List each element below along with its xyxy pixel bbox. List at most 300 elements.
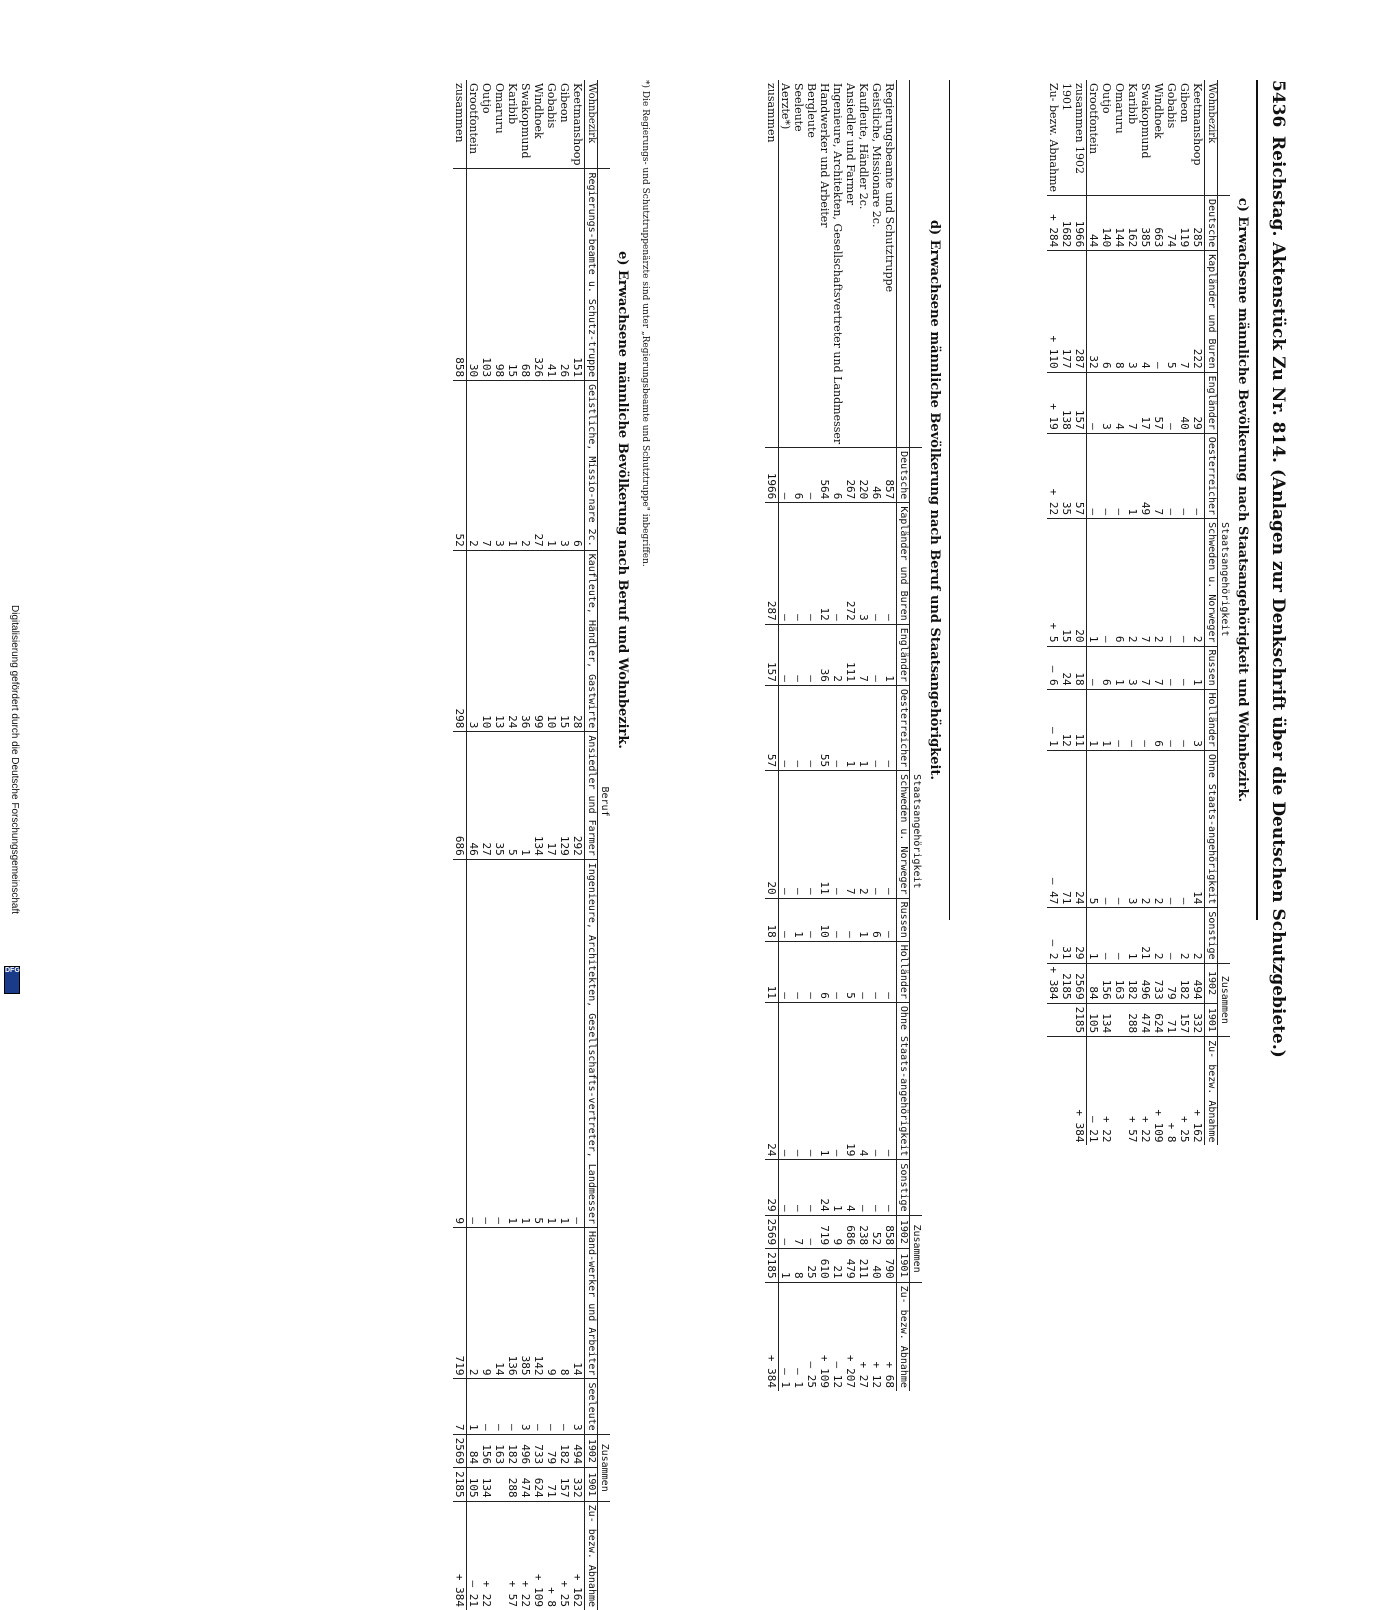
table-cell: 4	[1139, 251, 1152, 372]
table-cell: 27	[532, 381, 545, 551]
table-cell: 14	[1191, 750, 1205, 908]
table-cell: 129	[558, 732, 571, 859]
table-cell: 5	[532, 859, 545, 1227]
table-cell: 4	[857, 1002, 870, 1160]
table-cell: —	[779, 941, 793, 1002]
total-header: Zusammen	[1218, 963, 1231, 1037]
table-cell: 1	[1087, 689, 1101, 750]
table-cell: —	[493, 1379, 506, 1434]
table-cell: 1	[506, 381, 519, 551]
table-row	[779, 80, 793, 1391]
table-cell: —	[883, 503, 897, 624]
table-cell: 111	[844, 624, 857, 685]
column-header: Geistliche, Missio-nare 2c.	[585, 381, 598, 551]
table-cell: 1	[1191, 646, 1205, 689]
summary-cell: 157	[765, 624, 779, 685]
summary-cell: 1966	[1073, 196, 1087, 251]
table-cell: —	[1165, 519, 1178, 646]
table-cell: 68	[519, 169, 532, 381]
table-cell: —	[831, 941, 844, 1002]
group-header: Beruf	[598, 169, 611, 1434]
group-header: Staatsangehörigkeit	[1218, 196, 1231, 963]
table-cell: 7	[844, 771, 857, 898]
table-cell: 1	[1087, 908, 1101, 963]
table-cell: 3	[467, 550, 481, 732]
table-row	[1191, 80, 1205, 1145]
table-cell: —	[831, 685, 844, 770]
table-cell: 564	[818, 448, 831, 503]
table-cell: —	[1139, 689, 1152, 750]
table-cell: —	[779, 1002, 793, 1160]
column-header: Ingenieure, Architekten, Gesellschafts-vertreter, Landmesser	[585, 859, 598, 1227]
summary-cell: 686	[453, 732, 467, 859]
summary-cell	[1060, 1003, 1073, 1037]
table-cell: 11	[818, 771, 831, 898]
table-c	[1047, 80, 1230, 1145]
summary-cell: 9	[453, 859, 467, 1227]
table-cell: + 22	[519, 1501, 532, 1610]
table-cell: —	[558, 1379, 571, 1434]
table-cell: 2	[1152, 519, 1165, 646]
table-cell: 6	[870, 898, 883, 941]
table-cell: —	[1165, 689, 1178, 750]
table-cell: 1	[545, 859, 558, 1227]
table-cell: + 207	[844, 1282, 857, 1391]
header-cell	[1218, 80, 1231, 196]
table-cell: —	[1100, 519, 1113, 646]
table-cell: —	[792, 685, 805, 770]
table-cell: —	[883, 771, 897, 898]
group-header-row	[910, 80, 923, 1391]
table-cell: 8	[792, 1249, 805, 1283]
table-cell: Aerzte*)	[779, 83, 792, 130]
table-cell: 2	[831, 624, 844, 685]
table-cell: + 68	[883, 1282, 897, 1391]
dfg-logo: DFG	[4, 966, 20, 994]
table-cell: —	[467, 859, 481, 1227]
table-cell: 1	[857, 685, 870, 770]
table-row	[558, 80, 571, 1610]
table-cell: —	[1100, 750, 1113, 908]
table-cell: Handwerker und Arbeiter	[818, 83, 831, 228]
summary-cell: 35	[1060, 433, 1073, 518]
column-header: Holländer	[897, 941, 910, 1002]
table-cell: 32	[1087, 251, 1101, 372]
table-cell: —	[792, 771, 805, 898]
table-cell: 2	[1126, 519, 1139, 646]
table-cell: + 109	[1152, 1037, 1165, 1146]
summary-cell: 7	[453, 1379, 467, 1434]
table-cell: —	[1178, 750, 1191, 908]
table-cell: —	[1087, 372, 1101, 433]
table-cell: 5	[1165, 251, 1178, 372]
table-cell: 857	[883, 448, 897, 503]
header-cell	[910, 80, 923, 448]
table-cell: —	[779, 898, 793, 941]
table-cell: 49	[1139, 433, 1152, 518]
table-cell: —	[1087, 646, 1101, 689]
table-cell: 6	[1100, 646, 1113, 689]
summary-cell: zusammen 1902	[1073, 80, 1087, 196]
table-cell: 163	[493, 1434, 506, 1468]
table-cell: 6	[1152, 689, 1165, 750]
table-cell: 4	[1113, 372, 1126, 433]
column-header: Ohne Staats-angehörigkeit	[897, 1002, 910, 1160]
table-cell: 105	[467, 1468, 481, 1502]
table-cell: —	[779, 1160, 793, 1215]
table-row	[1113, 80, 1126, 1145]
table-cell: 222	[1191, 251, 1205, 372]
table-cell: —	[1178, 519, 1191, 646]
table-cell: 182	[1126, 963, 1139, 1003]
summary-cell: — 6	[1047, 646, 1060, 689]
table-cell: —	[805, 448, 818, 503]
table-cell: 2	[1191, 519, 1205, 646]
column-header: Oesterreicher	[897, 685, 910, 770]
summary-cell: zusammen	[765, 80, 779, 448]
table-cell: 7	[1139, 646, 1152, 689]
table-cell: Gobabis	[1165, 83, 1178, 129]
table-cell: + 12	[870, 1282, 883, 1391]
table-cell: 5	[844, 941, 857, 1002]
table-cell: —	[792, 941, 805, 1002]
table-cell: 142	[532, 1227, 545, 1379]
summary-cell: + 384	[1073, 1037, 1087, 1146]
table-cell: 6	[1100, 251, 1113, 372]
table-cell: —	[1113, 433, 1126, 518]
table-cell: 2	[857, 771, 870, 898]
summary-cell: 2185	[453, 1468, 467, 1502]
summary-cell: 1901	[1060, 83, 1073, 111]
column-header: Holländer	[1205, 689, 1218, 750]
table-cell: 610	[818, 1249, 831, 1283]
table-cell: —	[805, 898, 818, 941]
table-cell: Karibib	[1126, 83, 1139, 125]
table-cell: 182	[1178, 963, 1191, 1003]
table-cell: + 162	[571, 1501, 585, 1610]
table-cell: 157	[1178, 1003, 1191, 1037]
column-header: Engländer	[1205, 372, 1218, 433]
table-cell: 1	[779, 1249, 793, 1283]
table-cell: —	[870, 503, 883, 624]
table-cell: 119	[1178, 196, 1191, 251]
table-cell: 2	[519, 381, 532, 551]
table-cell: —	[1165, 433, 1178, 518]
table-cell: 3	[1100, 372, 1113, 433]
table-cell: 35	[493, 732, 506, 859]
table-cell: 3	[857, 503, 870, 624]
summary-cell: 2569	[453, 1434, 467, 1468]
table-cell: Karibib	[506, 83, 519, 125]
table-cell: 288	[506, 1468, 519, 1502]
table-row	[480, 80, 493, 1610]
table-cell: —	[870, 1002, 883, 1160]
table-cell: —	[831, 898, 844, 941]
table-row	[870, 80, 883, 1391]
table-cell: —	[805, 1002, 818, 1160]
table-cell: 686	[844, 1215, 857, 1249]
table-cell	[493, 1501, 506, 1610]
table-cell: 7	[1152, 433, 1165, 518]
table-cell: 157	[558, 1468, 571, 1502]
table-cell: 10	[480, 550, 493, 732]
table-cell: 151	[571, 169, 585, 381]
table-cell: —	[779, 448, 793, 503]
table-cell: 2	[1178, 908, 1191, 963]
table-cell: 288	[1126, 1003, 1139, 1037]
table-cell: 8	[1113, 251, 1126, 372]
table-cell: 24	[506, 550, 519, 732]
column-header: 1901	[585, 1468, 598, 1502]
header-cell	[598, 80, 611, 169]
table-cell: 332	[1191, 1003, 1205, 1037]
table-row	[532, 80, 545, 1610]
summary-row	[1073, 80, 1087, 1145]
summary-cell: 138	[1060, 372, 1073, 433]
summary-cell: 29	[765, 1160, 779, 1215]
summary-cell: 31	[1060, 908, 1073, 963]
column-header: Engländer	[897, 624, 910, 685]
column-header: Kapländer und Buren	[1205, 251, 1218, 372]
summary-cell: 858	[453, 169, 467, 381]
column-header: Hand-werker und Arbeiter	[585, 1227, 598, 1379]
table-cell: —	[480, 859, 493, 1227]
table-cell: 46	[870, 448, 883, 503]
column-header: 1901	[897, 1249, 910, 1283]
table-cell: 12	[818, 503, 831, 624]
column-header-row	[585, 80, 598, 1610]
table-cell: 7	[1126, 372, 1139, 433]
summary-cell: 2185	[765, 1249, 779, 1283]
table-row	[857, 80, 870, 1391]
summary-cell	[1047, 1003, 1060, 1037]
table-cell: Omaruru	[1113, 83, 1126, 134]
summary-cell: 52	[453, 381, 467, 551]
table-cell: 55	[818, 685, 831, 770]
group-header: Staatsangehörigkeit	[910, 448, 923, 1215]
group-header-row	[1218, 80, 1231, 1145]
table-cell: —	[779, 1215, 793, 1249]
table-cell: — 12	[831, 1282, 844, 1391]
table-cell: —	[1178, 433, 1191, 518]
table-cell: 1	[506, 859, 519, 1227]
column-header: Sonstige	[897, 1160, 910, 1215]
summary-cell: 24	[1060, 646, 1073, 689]
table-cell: + 25	[1178, 1037, 1191, 1146]
table-cell: —	[805, 1215, 818, 1249]
table-cell: + 8	[545, 1501, 558, 1610]
summary-row	[1047, 80, 1060, 1145]
section-c-title: c) Erwachsene männliche Bevölkerung nach Staatsangehörigkeit und Wohnbezirk.	[1235, 197, 1250, 803]
table-cell: —	[1165, 646, 1178, 689]
table-cell: + 109	[532, 1501, 545, 1610]
table-cell: 134	[480, 1468, 493, 1502]
header-rule	[1256, 80, 1258, 920]
table-cell: Gibeon	[1178, 83, 1191, 123]
table-cell: Grootfontein	[1087, 83, 1100, 155]
summary-cell: + 384	[1047, 963, 1060, 1003]
table-cell: + 27	[857, 1282, 870, 1391]
table-cell: 1	[1100, 689, 1113, 750]
table-cell: —	[1165, 750, 1178, 908]
summary-cell: 18	[765, 898, 779, 941]
table-cell: 1	[519, 732, 532, 859]
summary-cell: + 5	[1047, 519, 1060, 646]
section-e-title: e) Erwachsene männliche Bevölkerung nach Beruf und Wohnbezirk.	[615, 251, 630, 749]
table-cell: —	[779, 624, 793, 685]
table-cell: + 109	[818, 1282, 831, 1391]
table-cell: 84	[1087, 963, 1101, 1003]
table-cell: — 1	[792, 1282, 805, 1391]
table-row	[519, 80, 532, 1610]
rotated-page-content	[110, 80, 1290, 1608]
table-cell: 211	[857, 1249, 870, 1283]
table-cell: —	[1191, 433, 1205, 518]
table-cell: —	[857, 941, 870, 1002]
header-cell	[1218, 1037, 1231, 1146]
table-cell: 3	[1126, 646, 1139, 689]
table-cell: 474	[519, 1468, 532, 1502]
running-title: Reichstag. Aktenstück Zu Nr. 814. (Anlagen zur Denkschrift über die Deutschen Schutzgebiete.)	[1268, 136, 1288, 1058]
summary-cell: 287	[765, 503, 779, 624]
table-cell: 474	[1139, 1003, 1152, 1037]
table-cell: 624	[1152, 1003, 1165, 1037]
table-cell: 272	[844, 503, 857, 624]
table-cell: 1	[844, 685, 857, 770]
table-cell: 84	[467, 1434, 481, 1468]
table-cell: —	[1113, 908, 1126, 963]
summary-cell: — 1	[1047, 689, 1060, 750]
table-row	[506, 80, 519, 1610]
table-cell: 285	[1191, 196, 1205, 251]
table-row	[1178, 80, 1191, 1145]
column-header: Schweden u. Norweger	[1205, 519, 1218, 646]
table-cell: 41	[545, 169, 558, 381]
table-cell: 2	[467, 381, 481, 551]
page-header	[1258, 80, 1290, 1058]
table-cell: —	[1113, 689, 1126, 750]
table-cell: —	[792, 1002, 805, 1160]
table-cell: —	[779, 771, 793, 898]
digitization-caption: Digitalisierung gefördert durch die Deutsche Forschungsgemeinschaft	[9, 605, 20, 915]
table-cell: 496	[1139, 963, 1152, 1003]
summary-cell	[1047, 1037, 1060, 1146]
table-cell: 663	[1152, 196, 1165, 251]
summary-cell: + 110	[1047, 251, 1060, 372]
table-cell: 3	[1126, 251, 1139, 372]
table-cell: 6	[792, 448, 805, 503]
table-cell: —	[844, 898, 857, 941]
summary-cell: Zu- bezw. Abnahme	[1047, 83, 1060, 193]
table-cell: + 25	[558, 1501, 571, 1610]
table-cell: 790	[883, 1249, 897, 1283]
section-d-title: d) Erwachsene männliche Bevölkerung nach Beruf und Staatsangehörigkeit.	[927, 219, 942, 781]
header-cell	[598, 1501, 611, 1610]
table-cell: —	[779, 685, 793, 770]
table-cell: 27	[480, 732, 493, 859]
table-row	[467, 80, 481, 1610]
summary-cell: — 47	[1047, 750, 1060, 908]
table-cell: —	[792, 624, 805, 685]
column-header: 1902	[585, 1434, 598, 1468]
summary-cell: + 284	[1047, 196, 1060, 251]
table-cell: 7	[792, 1215, 805, 1249]
column-header: Oesterreicher	[1205, 433, 1218, 518]
summary-cell: 24	[765, 1002, 779, 1160]
table-cell: —	[857, 1160, 870, 1215]
table-cell: 21	[831, 1249, 844, 1283]
summary-row	[453, 80, 467, 1610]
summary-cell: 18	[1073, 646, 1087, 689]
table-cell: 10	[545, 550, 558, 732]
table-cell: 7	[857, 624, 870, 685]
table-cell: 28	[571, 550, 585, 732]
table-cell: —	[883, 685, 897, 770]
table-cell: Grootfontein	[467, 83, 480, 155]
table-cell: — 21	[467, 1501, 481, 1610]
table-cell: 163	[1113, 963, 1126, 1003]
table-cell: 1	[1113, 646, 1126, 689]
column-header: 1901	[1205, 1003, 1218, 1037]
summary-cell: 298	[453, 550, 467, 732]
table-cell: 144	[1113, 196, 1126, 251]
table-cell: 6	[818, 941, 831, 1002]
table-cell: 52	[870, 1215, 883, 1249]
summary-cell: 20	[1073, 519, 1087, 646]
total-header: Zusammen	[598, 1434, 611, 1501]
header-cell	[910, 1282, 923, 1391]
table-cell: 238	[857, 1215, 870, 1249]
summary-cell: + 384	[453, 1501, 467, 1610]
summary-cell: 2185	[1060, 963, 1073, 1003]
table-cell: Ansiedler und Farmer	[844, 83, 857, 206]
table-cell: 17	[1139, 372, 1152, 433]
summary-cell: 11	[1073, 689, 1087, 750]
table-cell: 15	[558, 550, 571, 732]
group-header-row	[598, 80, 611, 1610]
table-cell: + 8	[1165, 1037, 1178, 1146]
table-cell: 1	[818, 1002, 831, 1160]
table-cell: 103	[480, 169, 493, 381]
table-cell: 19	[844, 1002, 857, 1160]
table-cell: Ingenieure, Architekten, Gesellschaftsvertreter und Landmesser	[831, 83, 844, 445]
table-cell: —	[1100, 433, 1113, 518]
table-row	[1100, 80, 1113, 1145]
table-cell: —	[883, 1002, 897, 1160]
column-header: Ansiedler und Farmer	[585, 732, 598, 859]
table-cell: —	[571, 859, 585, 1227]
table-cell: 7	[1139, 519, 1152, 646]
table-cell: —	[1178, 646, 1191, 689]
table-cell	[1113, 1003, 1126, 1037]
table-cell: 2	[1191, 908, 1205, 963]
table-cell: 1	[857, 898, 870, 941]
table-cell: 624	[532, 1468, 545, 1502]
table-cell	[1113, 1037, 1126, 1146]
table-cell: 99	[532, 550, 545, 732]
section-c-rule	[949, 80, 950, 920]
table-cell: 2	[467, 1227, 481, 1379]
table-cell: —	[831, 771, 844, 898]
column-header: Kaufleute, Händler, Gastwirte	[585, 550, 598, 732]
summary-cell: 57	[1073, 433, 1087, 518]
table-cell: 40	[870, 1249, 883, 1283]
table-cell: 1	[467, 1379, 481, 1434]
summary-cell: — 2	[1047, 908, 1060, 963]
table-cell: 9	[545, 1227, 558, 1379]
summary-cell: 29	[1073, 908, 1087, 963]
column-header-row	[1205, 80, 1218, 1145]
